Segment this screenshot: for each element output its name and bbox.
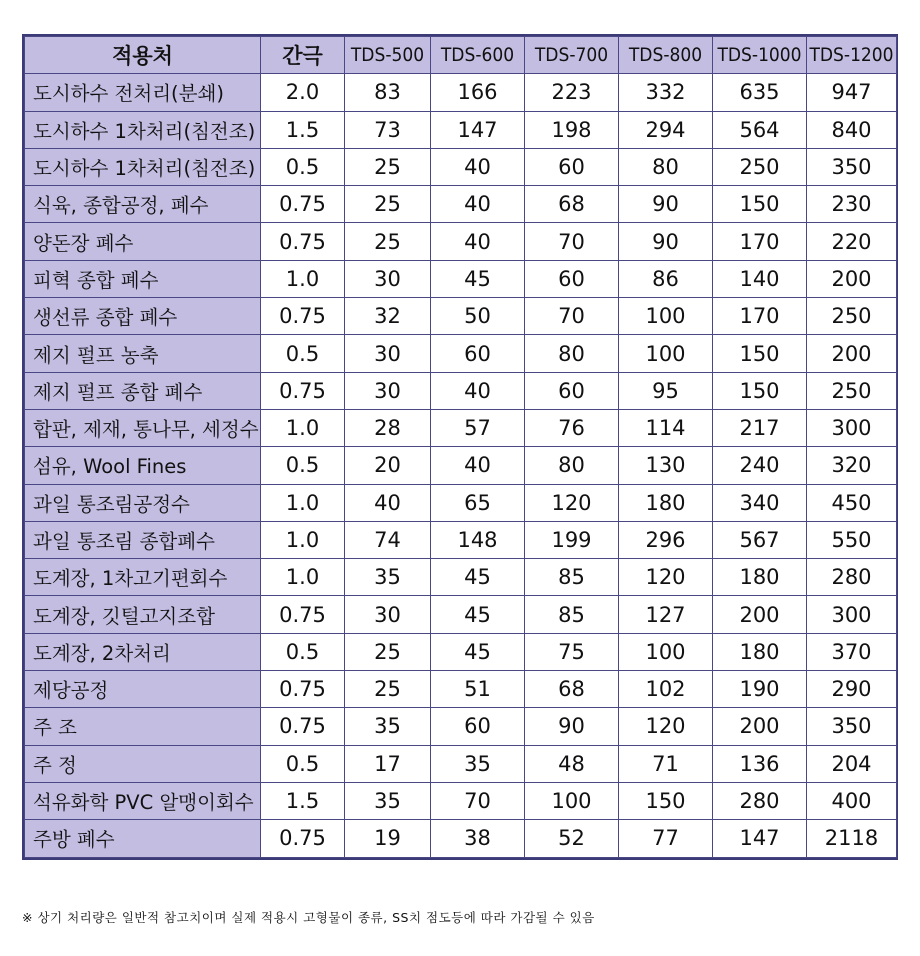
table-row: [25, 74, 897, 111]
application-cell: 주 조: [25, 708, 261, 745]
tds-1000-cell: 180: [713, 633, 807, 670]
application-cell: 석유화학 PVC 알맹이회수: [25, 782, 261, 819]
table-row: [25, 186, 897, 223]
table-row: [25, 782, 897, 819]
table-row: [25, 820, 897, 857]
tds-600-cell: 70: [431, 782, 525, 819]
table-row: [25, 409, 897, 446]
tds-800-cell: 100: [619, 298, 713, 335]
tds-1000-cell: 150: [713, 372, 807, 409]
application-cell: 도시하수 1차처리(침전조): [25, 111, 261, 148]
tds-800-cell: 127: [619, 596, 713, 633]
tds-700-cell: 75: [525, 633, 619, 670]
tds-700-cell: 76: [525, 409, 619, 446]
table-row: [25, 223, 897, 260]
tds-1200-cell: 200: [807, 335, 897, 372]
tds-700-cell: 80: [525, 447, 619, 484]
tds-500-cell: 20: [345, 447, 431, 484]
gap-cell: 0.5: [261, 447, 345, 484]
tds-1000-cell: 340: [713, 484, 807, 521]
gap-cell: 0.75: [261, 671, 345, 708]
tds-800-cell: 102: [619, 671, 713, 708]
gap-cell: 1.0: [261, 260, 345, 297]
tds-700-cell: 60: [525, 148, 619, 185]
tds-500-cell: 28: [345, 409, 431, 446]
tds-600-cell: 57: [431, 409, 525, 446]
header-tds-1000: TDS-1000: [713, 37, 807, 74]
tds-600-cell: 38: [431, 820, 525, 857]
tds-800-cell: 77: [619, 820, 713, 857]
tds-1200-cell: 350: [807, 708, 897, 745]
tds-1200-cell: 947: [807, 74, 897, 111]
table-row: [25, 708, 897, 745]
application-cell: 도계장, 2차처리: [25, 633, 261, 670]
tds-1200-cell: 350: [807, 148, 897, 185]
table-row: [25, 447, 897, 484]
application-cell: 제지 펄프 농축: [25, 335, 261, 372]
tds-500-cell: 30: [345, 596, 431, 633]
gap-cell: 0.5: [261, 745, 345, 782]
tds-500-cell: 83: [345, 74, 431, 111]
application-cell: 과일 통조림공정수: [25, 484, 261, 521]
tds-1000-cell: 280: [713, 782, 807, 819]
header-tds-700: TDS-700: [525, 37, 619, 74]
tds-500-cell: 74: [345, 521, 431, 558]
application-cell: 도계장, 깃털고지조합: [25, 596, 261, 633]
tds-800-cell: 332: [619, 74, 713, 111]
application-cell: 도시하수 전처리(분쇄): [25, 74, 261, 111]
table-row: [25, 372, 897, 409]
tds-500-cell: 35: [345, 782, 431, 819]
tds-500-cell: 32: [345, 298, 431, 335]
tds-500-cell: 25: [345, 671, 431, 708]
tds-500-cell: 35: [345, 708, 431, 745]
tds-500-cell: 30: [345, 335, 431, 372]
tds-800-cell: 100: [619, 633, 713, 670]
tds-700-cell: 223: [525, 74, 619, 111]
tds-500-cell: 73: [345, 111, 431, 148]
tds-800-cell: 130: [619, 447, 713, 484]
tds-500-cell: 17: [345, 745, 431, 782]
tds-800-cell: 296: [619, 521, 713, 558]
tds-700-cell: 68: [525, 186, 619, 223]
tds-700-cell: 80: [525, 335, 619, 372]
application-cell: 주방 폐수: [25, 820, 261, 857]
gap-cell: 1.0: [261, 559, 345, 596]
application-cell: 제당공정: [25, 671, 261, 708]
footnote: ※ 상기 처리량은 일반적 참고치이며 실제 적용시 고형물이 종류, SS치 점도등에 따라 가감될 수 있음: [22, 910, 595, 925]
tds-500-cell: 25: [345, 148, 431, 185]
table-row: [25, 559, 897, 596]
application-cell: 합판, 제재, 통나무, 세정수: [25, 409, 261, 446]
tds-1200-cell: 230: [807, 186, 897, 223]
tds-500-cell: 25: [345, 186, 431, 223]
table-row: [25, 745, 897, 782]
tds-800-cell: 90: [619, 186, 713, 223]
table-row: [25, 633, 897, 670]
gap-cell: 0.75: [261, 372, 345, 409]
tds-1200-cell: 290: [807, 671, 897, 708]
tds-1200-cell: 450: [807, 484, 897, 521]
application-cell: 식육, 종합공정, 폐수: [25, 186, 261, 223]
gap-cell: 0.5: [261, 335, 345, 372]
tds-800-cell: 294: [619, 111, 713, 148]
table-row: [25, 298, 897, 335]
tds-600-cell: 35: [431, 745, 525, 782]
header-tds-1200: TDS-1200: [807, 37, 897, 74]
tds-1200-cell: 300: [807, 409, 897, 446]
header-application: 적용처: [25, 37, 261, 74]
tds-600-cell: 40: [431, 372, 525, 409]
tds-600-cell: 45: [431, 633, 525, 670]
gap-cell: 0.5: [261, 148, 345, 185]
tds-1200-cell: 250: [807, 298, 897, 335]
tds-500-cell: 30: [345, 372, 431, 409]
gap-cell: 0.75: [261, 223, 345, 260]
tds-1200-cell: 840: [807, 111, 897, 148]
tds-600-cell: 65: [431, 484, 525, 521]
tds-800-cell: 114: [619, 409, 713, 446]
tds-1200-cell: 250: [807, 372, 897, 409]
table-row: [25, 484, 897, 521]
tds-600-cell: 40: [431, 186, 525, 223]
gap-cell: 0.75: [261, 820, 345, 857]
tds-600-cell: 166: [431, 74, 525, 111]
tds-800-cell: 95: [619, 372, 713, 409]
tds-1200-cell: 280: [807, 559, 897, 596]
table-row: [25, 671, 897, 708]
tds-1000-cell: 250: [713, 148, 807, 185]
gap-cell: 0.75: [261, 298, 345, 335]
tds-800-cell: 90: [619, 223, 713, 260]
table-row: [25, 596, 897, 633]
gap-cell: 0.5: [261, 633, 345, 670]
application-cell: 도계장, 1차고기편회수: [25, 559, 261, 596]
header-tds-500: TDS-500: [345, 37, 431, 74]
tds-1000-cell: 150: [713, 186, 807, 223]
tds-700-cell: 198: [525, 111, 619, 148]
tds-700-cell: 60: [525, 260, 619, 297]
application-cell: 주 정: [25, 745, 261, 782]
tds-1000-cell: 170: [713, 223, 807, 260]
tds-1000-cell: 200: [713, 708, 807, 745]
table-row: [25, 260, 897, 297]
tds-1200-cell: 550: [807, 521, 897, 558]
tds-700-cell: 120: [525, 484, 619, 521]
tds-1000-cell: 140: [713, 260, 807, 297]
application-cell: 생선류 종합 폐수: [25, 298, 261, 335]
tds-1200-cell: 2118: [807, 820, 897, 857]
table-body: [25, 74, 897, 857]
tds-700-cell: 85: [525, 596, 619, 633]
tds-1200-cell: 200: [807, 260, 897, 297]
tds-1000-cell: 217: [713, 409, 807, 446]
table-row: [25, 148, 897, 185]
tds-700-cell: 199: [525, 521, 619, 558]
gap-cell: 0.75: [261, 186, 345, 223]
tds-800-cell: 120: [619, 708, 713, 745]
header-tds-600: TDS-600: [431, 37, 525, 74]
tds-700-cell: 85: [525, 559, 619, 596]
tds-700-cell: 60: [525, 372, 619, 409]
tds-500-cell: 19: [345, 820, 431, 857]
application-cell: 피혁 종합 폐수: [25, 260, 261, 297]
tds-600-cell: 45: [431, 260, 525, 297]
gap-cell: 1.0: [261, 484, 345, 521]
capacity-table: [24, 36, 897, 858]
tds-600-cell: 45: [431, 559, 525, 596]
tds-1000-cell: 180: [713, 559, 807, 596]
tds-600-cell: 40: [431, 447, 525, 484]
tds-800-cell: 180: [619, 484, 713, 521]
table-header-row: [25, 37, 897, 74]
tds-700-cell: 90: [525, 708, 619, 745]
gap-cell: 0.75: [261, 708, 345, 745]
tds-1200-cell: 320: [807, 447, 897, 484]
tds-500-cell: 35: [345, 559, 431, 596]
tds-1000-cell: 147: [713, 820, 807, 857]
tds-1000-cell: 564: [713, 111, 807, 148]
header-gap: 간극: [261, 37, 345, 74]
tds-600-cell: 60: [431, 708, 525, 745]
gap-cell: 1.5: [261, 782, 345, 819]
tds-1000-cell: 635: [713, 74, 807, 111]
gap-cell: 1.0: [261, 521, 345, 558]
tds-600-cell: 51: [431, 671, 525, 708]
tds-600-cell: 45: [431, 596, 525, 633]
application-cell: 제지 펄프 종합 폐수: [25, 372, 261, 409]
tds-800-cell: 80: [619, 148, 713, 185]
tds-500-cell: 30: [345, 260, 431, 297]
application-cell: 섬유, Wool Fines: [25, 447, 261, 484]
tds-700-cell: 52: [525, 820, 619, 857]
tds-800-cell: 86: [619, 260, 713, 297]
gap-cell: 1.0: [261, 409, 345, 446]
gap-cell: 0.75: [261, 596, 345, 633]
tds-1000-cell: 190: [713, 671, 807, 708]
tds-1200-cell: 400: [807, 782, 897, 819]
tds-1000-cell: 170: [713, 298, 807, 335]
tds-600-cell: 40: [431, 148, 525, 185]
gap-cell: 1.5: [261, 111, 345, 148]
tds-500-cell: 40: [345, 484, 431, 521]
tds-600-cell: 148: [431, 521, 525, 558]
application-cell: 도시하수 1차처리(침전조): [25, 148, 261, 185]
tds-500-cell: 25: [345, 633, 431, 670]
capacity-table-frame: [22, 34, 898, 860]
application-cell: 과일 통조림 종합폐수: [25, 521, 261, 558]
tds-600-cell: 40: [431, 223, 525, 260]
table-row: [25, 521, 897, 558]
application-cell: 양돈장 폐수: [25, 223, 261, 260]
header-tds-800: TDS-800: [619, 37, 713, 74]
tds-1200-cell: 370: [807, 633, 897, 670]
gap-cell: 2.0: [261, 74, 345, 111]
table-row: [25, 111, 897, 148]
tds-700-cell: 100: [525, 782, 619, 819]
tds-600-cell: 147: [431, 111, 525, 148]
tds-800-cell: 100: [619, 335, 713, 372]
tds-600-cell: 50: [431, 298, 525, 335]
tds-1200-cell: 204: [807, 745, 897, 782]
table-row: [25, 335, 897, 372]
tds-1000-cell: 150: [713, 335, 807, 372]
tds-1200-cell: 300: [807, 596, 897, 633]
tds-700-cell: 48: [525, 745, 619, 782]
tds-800-cell: 150: [619, 782, 713, 819]
tds-1000-cell: 136: [713, 745, 807, 782]
tds-1200-cell: 220: [807, 223, 897, 260]
tds-700-cell: 68: [525, 671, 619, 708]
tds-800-cell: 120: [619, 559, 713, 596]
tds-500-cell: 25: [345, 223, 431, 260]
tds-800-cell: 71: [619, 745, 713, 782]
tds-700-cell: 70: [525, 223, 619, 260]
tds-700-cell: 70: [525, 298, 619, 335]
tds-1000-cell: 200: [713, 596, 807, 633]
tds-1000-cell: 567: [713, 521, 807, 558]
tds-1000-cell: 240: [713, 447, 807, 484]
tds-600-cell: 60: [431, 335, 525, 372]
